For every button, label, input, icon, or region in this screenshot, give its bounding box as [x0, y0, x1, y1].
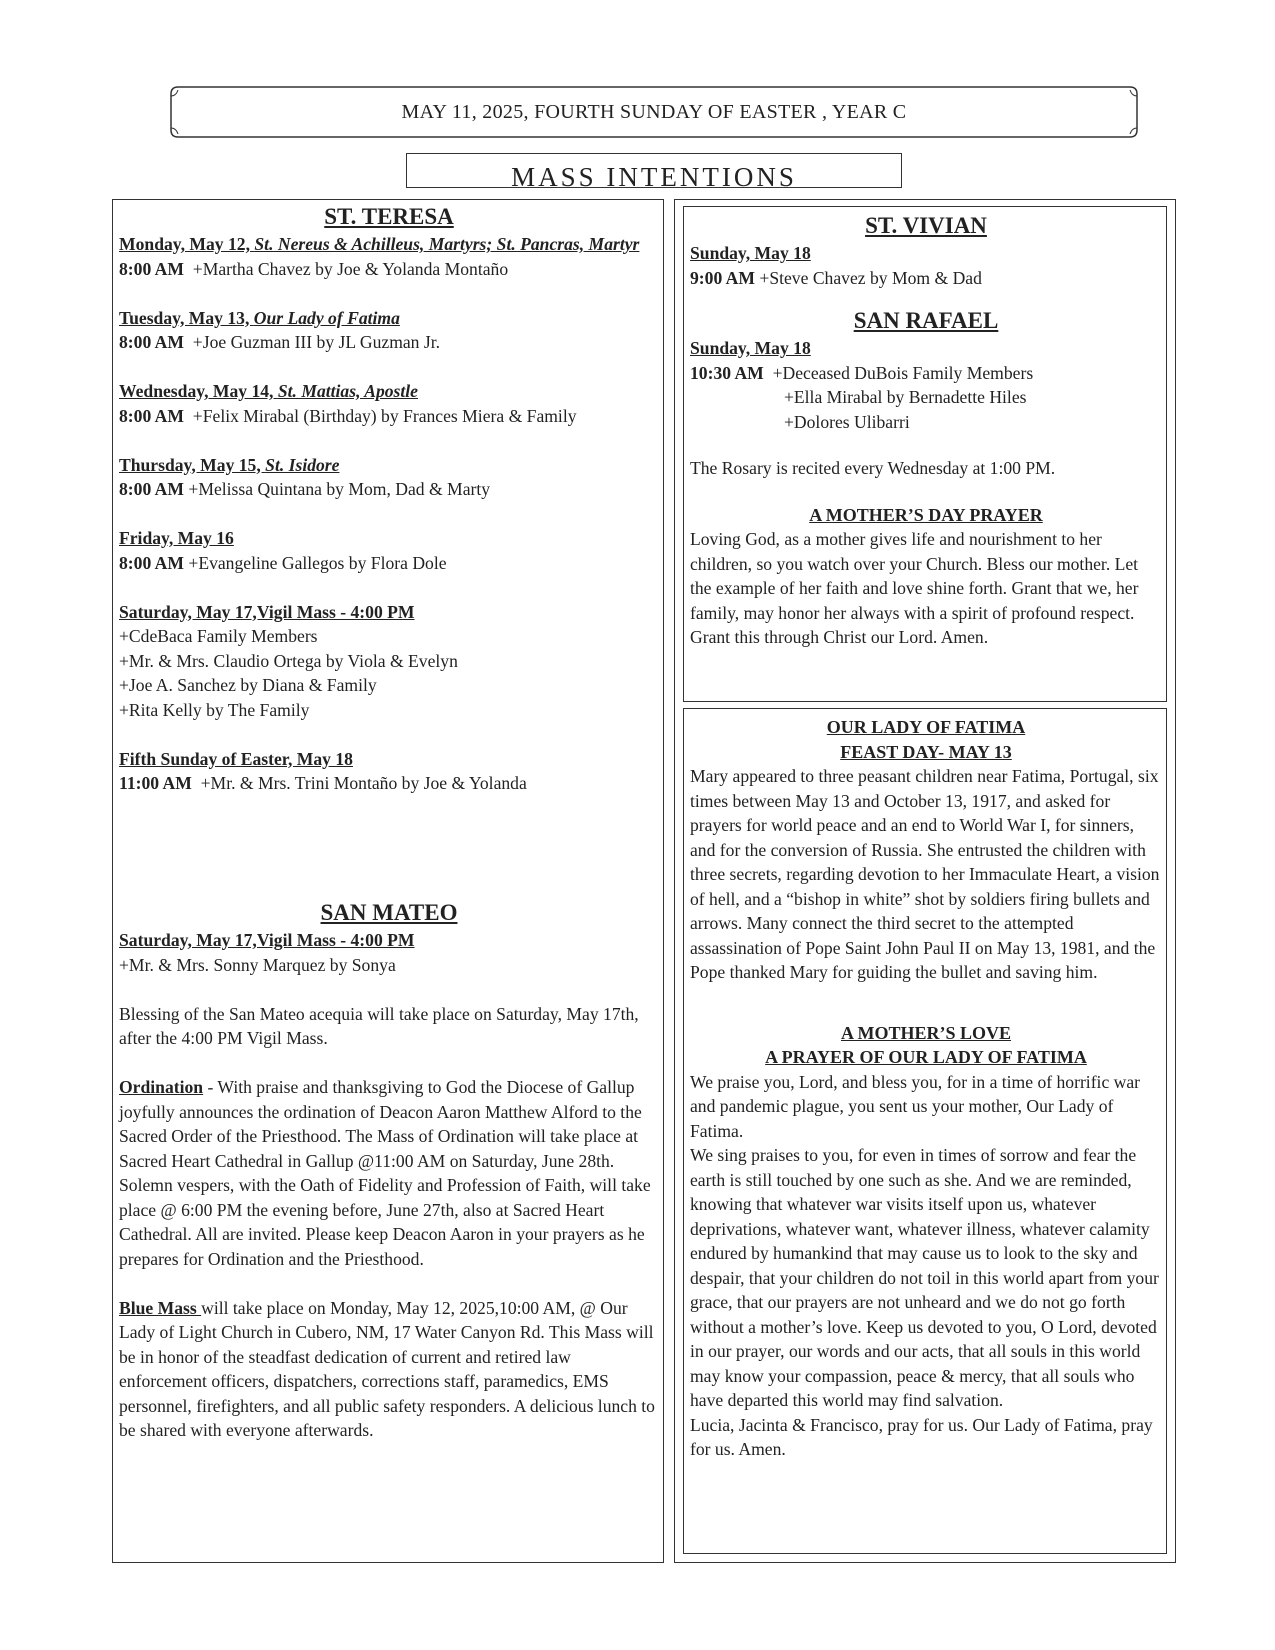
san-rafael-heading: SAN RAFAEL: [853, 308, 999, 333]
feast-label: St. Nereus & Achilleus, Martyrs; St. Pancras, Martyr: [254, 234, 640, 254]
page-title: MASS INTENTIONS: [406, 153, 902, 188]
intention-line: [119, 477, 659, 502]
intention-text: +Dolores Ulibarri: [784, 411, 910, 432]
blue-mass-text: will take place on Monday, May 12, 2025,10:00 AM, @ Our Lady of Light Church in Cubero, NM, 17 Water Canyon Rd. This Mass will be in honor of the steadfast dedication of current and retired law enforcement officers, dispatchers, corrections staff, paramedics, EMS personnel, firefighters, and all public safety responders. A delicious lunch to be shared with everyone afterwards.: [119, 1297, 655, 1440]
fatima-section: [690, 715, 1162, 1462]
intention-line: [690, 361, 1162, 386]
mass-time: 8:00 AM: [119, 258, 184, 279]
mass-time: 11:00 AM: [119, 773, 192, 793]
intention-text: +Felix Mirabal (Birthday) by Frances Miera & Family: [192, 405, 577, 426]
prayer-paragraph: We praise you, Lord, and bless you, for in a time of horrific war and pandemic plague, you sent us your mother, Our Lady of Fatima.: [690, 1071, 1141, 1141]
intention-text: +Rita Kelly by The Family: [119, 699, 310, 720]
intention-text: +Melissa Quintana by Mom, Dad & Marty: [188, 479, 491, 499]
feast-label: Our Lady of Fatima: [253, 307, 400, 328]
rosary-notice: The Rosary is recited every Wednesday at 1:00 PM.: [690, 458, 1056, 478]
san-mateo-section: [119, 898, 659, 1443]
mass-time: 8:00 AM: [119, 479, 184, 499]
fatima-text: Mary appeared to three peasant children near Fatima, Portugal, six times between May 13 and October 13, 1917, and asked for prayers for world peace and an end to World War I, for sinners, and for the conversion of Russia. She entrusted the children with three secrets, regarding devotion to her Immaculate Heart, a vision of hell, and a “bishop in white” shot by soldiers firing bullets and arrows. Many connect the third secret to the attempted assassination of Pope Saint John Paul II on May 13, 1981, and the Pope thanked Mary for guiding the bullet and saving him.: [690, 766, 1160, 982]
day-label: Wednesday, May 14,: [119, 381, 278, 401]
ordination-label: Ordination: [119, 1077, 204, 1097]
intention-line: [119, 257, 659, 282]
intention-text: +Joe Guzman III by JL Guzman Jr.: [192, 332, 441, 352]
st-teresa-heading: ST. TERESA: [324, 204, 454, 229]
day-label: Fifth Sunday of Easter, May 18: [119, 748, 353, 769]
intention-text: +Joe A. Sanchez by Diana & Family: [119, 675, 377, 695]
st-teresa-section: [119, 202, 659, 796]
mothers-day-prayer: Loving God, as a mother gives life and nourishment to her children, so you watch over your Church. Bless our mother. Let the example of her faith and love shine forth. Grant that we, her family, may honor her always with a spirit of profound respect. Grant this through Christ our Lord. Amen.: [690, 529, 1139, 647]
intention-text: +Mr. & Mrs. Sonny Marquez by Sonya: [119, 954, 396, 975]
day-label: Tuesday, May 13,: [119, 307, 254, 328]
day-entry: [119, 453, 659, 478]
intention-text: +CdeBaca Family Members: [119, 626, 318, 646]
day-entry: [119, 526, 659, 551]
day-label: Sunday, May 18: [690, 243, 811, 263]
ordination-notice: [119, 1075, 659, 1271]
mass-time: 8:00 AM: [119, 332, 184, 352]
intention-line: [119, 551, 659, 576]
intention-line: [119, 330, 659, 355]
day-label: Friday, May 16: [119, 528, 234, 548]
day-entry: [119, 306, 659, 331]
mass-time: 8:00 AM: [119, 405, 184, 426]
intention-line: [690, 266, 1162, 291]
fatima-heading: OUR LADY OF FATIMA: [826, 717, 1026, 737]
blue-mass-label: Blue Mass: [119, 1297, 202, 1318]
intention-text: +Mr. & Mrs. Claudio Ortega by Viola & Evelyn: [119, 650, 458, 671]
day-label: Thursday, May 15,: [119, 454, 266, 475]
intention-text: +Ella Mirabal by Bernadette Hiles: [784, 387, 1027, 407]
date-banner: [170, 86, 1138, 138]
intention-line: [119, 404, 659, 429]
ordination-text: - With praise and thanksgiving to God the Diocese of Gallup joyfully announces the ordination of Deacon Aaron Matthew Alford to the Sacred Order of the Priesthood. The Mass of Ordination will take place at Sacred Heart Cathedral in Gallup @11:00 AM on Saturday, June 28th. Solemn vespers, with the Oath of Fidelity and Profession of Faith, will take place @ 6:00 PM the evening before, June 27th, also at Sacred Heart Cathedral. All are invited. Please keep Deacon Aaron in your prayers as he prepares for Ordination and the Priesthood.: [119, 1077, 651, 1269]
banner-text: MAY 11, 2025, FOURTH SUNDAY OF EASTER , YEAR C: [401, 101, 907, 123]
blessing-notice: Blessing of the San Mateo acequia will take place on Saturday, May 17th, after the 4:00 PM Vigil Mass.: [119, 1003, 639, 1048]
mass-time: 9:00 AM: [690, 267, 755, 288]
st-vivian-heading: ST. VIVIAN: [865, 213, 987, 238]
day-entry: [119, 232, 659, 257]
mass-time: 10:30 AM: [690, 362, 764, 383]
feast-label: St. Mattias, Apostle: [277, 381, 418, 401]
intention-text: +Steve Chavez by Mom & Dad: [759, 267, 982, 288]
blue-mass-notice: [119, 1296, 659, 1443]
fatima-feast-heading: FEAST DAY- MAY 13: [840, 741, 1012, 762]
day-label: Saturday, May 17,Vigil Mass - 4:00 PM: [119, 601, 415, 622]
day-label: Saturday, May 17,Vigil Mass - 4:00 PM: [119, 930, 415, 950]
fatima-box: [683, 708, 1167, 1554]
intention-text: +Deceased DuBois Family Members: [772, 362, 1034, 383]
mothers-love-heading: A MOTHER’S LOVE: [840, 1022, 1012, 1043]
day-label: Monday, May 12,: [119, 234, 255, 254]
left-column: [112, 199, 664, 1563]
prayer-paragraph: We sing praises to you, for even in times of sorrow and fear the earth is still touched by one such as she. And we are reminded, knowing that whatever war visits itself upon us, whatever deprivations, whatever want, whatever illness, whatever calamity endured by humankind that may cause us to look to the sky and despair, that your children do not toil in this world apart from your grace, that our prayers are not unheard and we do not go forth without a mother’s love. Keep us devoted to you, O Lord, devoted in our prayer, our words and our acts, that all souls in this world may know your compassion, peace & mercy, that all souls who have departed this world may find salvation.: [690, 1145, 1159, 1410]
mass-time: 8:00 AM: [119, 552, 184, 573]
st-vivian-section: [690, 211, 1162, 650]
mothers-day-heading: A MOTHER’S DAY PRAYER: [809, 504, 1043, 525]
st-vivian-san-rafael-box: [683, 206, 1167, 702]
day-entry: [119, 379, 659, 404]
intention-text: +Martha Chavez by Joe & Yolanda Montaño: [192, 258, 509, 279]
day-label: Sunday, May 18: [690, 338, 811, 358]
prayer-paragraph: Lucia, Jacinta & Francisco, pray for us. Our Lady of Fatima, pray for us. Amen.: [690, 1414, 1153, 1459]
intention-text: +Mr. & Mrs. Trini Montaño by Joe & Yolanda: [200, 773, 527, 793]
mothers-love-subheading: A PRAYER OF OUR LADY OF FATIMA: [765, 1047, 1087, 1067]
feast-label: St. Isidore: [265, 454, 340, 475]
intention-line: [119, 771, 659, 796]
san-mateo-heading: SAN MATEO: [320, 900, 458, 925]
right-column: [674, 199, 1176, 1563]
intention-text: +Evangeline Gallegos by Flora Dole: [188, 552, 447, 573]
